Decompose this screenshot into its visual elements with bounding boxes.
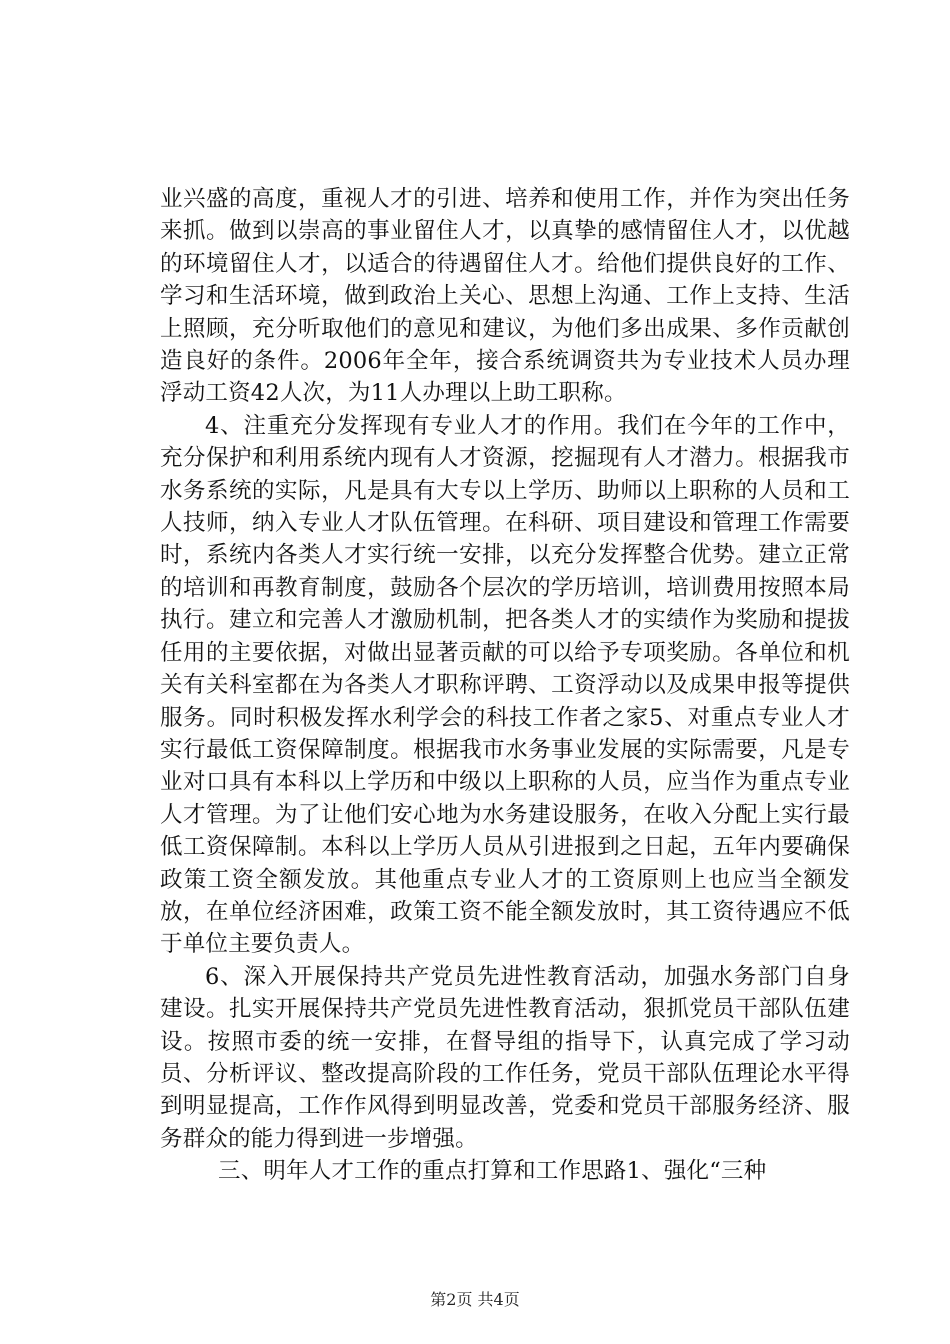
paragraph-party-education: 6、深入开展保持共产党员先进性教育活动，加强水务部门自身建设。扎实开展保持共产党员先进性教育活动，狠抓党员干部队伍建设。按照市委的统一安排，在督导组的指导下，认真完成了学习动员、分析评议、整改提高阶段的工作任务，党员干部队伍理论水平得到明显提高，工作作风得到明显改善，党委和党员干部服务经济、服务群众的能力得到进一步增强。 [160, 963, 850, 1152]
paragraph-existing-talent: 4、注重充分发挥现有专业人才的作用。我们在今年的工作中，充分保护和利用系统内现有人才资源，挖掘现有人才潜力。根据我市水务系统的实际，凡是具有大专以上学历、助师以上职称的人员和工人技师，纳入专业人才队伍管理。在科研、项目建设和管理工作需要时，系统内各类人才实行统一安排，以充分发挥整合优势。建立正常的培训和再教育制度，鼓励各个层次的学历培训，培训费用按照本局执行。建立和完善人才激励机制，把各类人才的实绩作为奖励和提拔任用的主要依据，对做出显著贡献的可以给予专项奖励。各单位和机关有关科室都在为各类人才职称评聘、工资浮动以及成果申报等提供服务。同时积极发挥水利学会的科技工作者之家5、对重点专业人才实行最低工资保障制度。根据我市水务事业发展的实际需要，凡是专业对口具有本科以上学历和中级以上职称的人员，应当作为重点专业人才管理。为了让他们安心地为水务建设服务，在收入分配上实行最低工资保障制。本科以上学历人员从引进报到之日起，五年内要确保政策工资全额发放。其他重点专业人才的工资原则上也应当全额发放，在单位经济困难，政策工资不能全额发放时，其工资待遇应不低于单位主要负责人。 [160, 412, 850, 958]
paragraph-talent-retention: 业兴盛的高度，重视人才的引进、培养和使用工作，并作为突出任务来抓。做到以崇高的事业留住人才，以真挚的感情留住人才，以优越的环境留住人才，以适合的待遇留住人才。给他们提供良好的工作、学习和生活环境，做到政治上关心、思想上沟通、工作上支持、生活上照顾，充分听取他们的意见和建议，为他们多出成果、多作贡献创造良好的条件。2006年全年，接合系统调资共为专业技术人员办理浮动工资42人次，为11人办理以上助工职称。 [160, 186, 850, 407]
paragraph-next-year-plan: 三、明年人才工作的重点打算和工作思路1、强化“三种 [218, 1158, 767, 1185]
page-number-footer: 第2页 共4页 [430, 1290, 520, 1309]
document-body [160, 183, 850, 1188]
